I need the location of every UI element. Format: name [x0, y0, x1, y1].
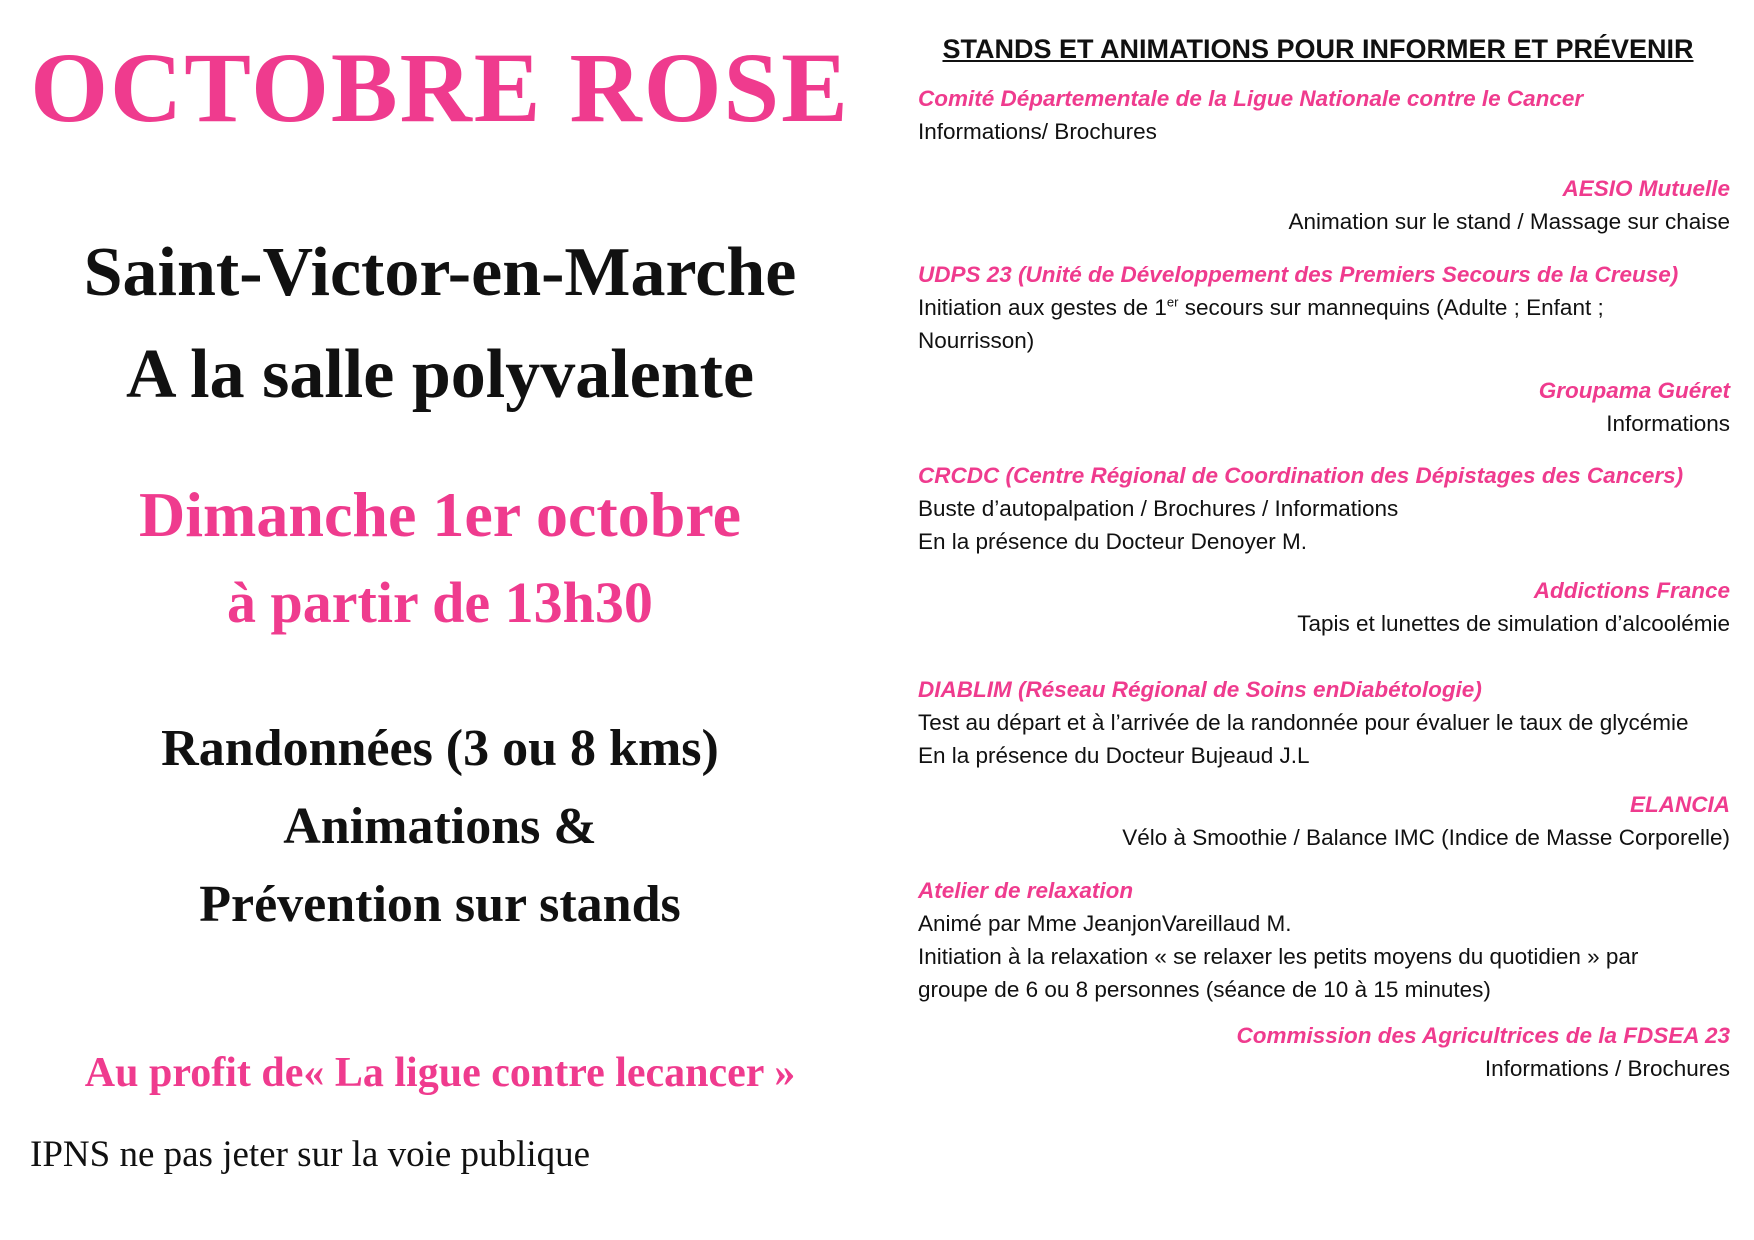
stand-detail: Animé par Mme JeanjonVareillaud M.	[918, 911, 1292, 936]
stand-name: AESIO Mutuelle	[1562, 176, 1730, 201]
event-town: Saint-Victor-en-Marche	[83, 234, 797, 311]
stand-detail: En la présence du Docteur Bujeaud J.L	[918, 743, 1310, 768]
stand-detail: Vélo à Smoothie / Balance IMC (Indice de Masse Corporelle)	[1122, 825, 1730, 850]
stand-detail: Initiation à la relaxation « se relaxer les petits moyens du quotidien » par	[918, 944, 1639, 969]
event-time: à partir de 13h30	[227, 570, 653, 635]
stand-entry-elancia	[918, 788, 1730, 854]
stand-entry-relaxation	[918, 874, 1730, 1006]
stand-entry-diablim	[918, 673, 1730, 772]
stand-detail: Informations / Brochures	[1484, 1056, 1730, 1081]
event-activities	[0, 710, 880, 944]
stand-name: Atelier de relaxation	[918, 878, 1134, 903]
stand-detail: Tapis et lunettes de simulation d’alcoolémie	[1297, 611, 1730, 636]
stand-detail: groupe de 6 ou 8 personnes (séance de 10 à 15 minutes)	[918, 977, 1491, 1002]
stand-name: DIABLIM (Réseau Régional de Soins enDiabétologie)	[918, 677, 1482, 702]
stand-entry-udps	[918, 258, 1730, 357]
stand-entry-groupama	[918, 374, 1730, 440]
stand-detail: Animation sur le stand / Massage sur chaise	[1288, 209, 1730, 234]
beneficiary-note: Au profit de« La ligue contre lecancer »	[84, 1050, 796, 1096]
stands-heading: STANDS ET ANIMATIONS POUR INFORMER ET PRÉVENIR	[942, 34, 1694, 64]
stand-detail: Buste d’autopalpation / Brochures / Informations	[918, 496, 1399, 521]
stand-name: Comité Départementale de la Ligue Nationale contre le Cancer	[918, 86, 1584, 111]
stand-detail: En la présence du Docteur Denoyer M.	[918, 529, 1307, 554]
stand-name: Groupama Guéret	[1538, 378, 1730, 403]
stand-entry-fdsea	[918, 1019, 1730, 1085]
activity-animations: Animations &	[283, 798, 597, 855]
stand-entry-ligue	[918, 82, 1730, 148]
stand-entry-crcdc	[918, 459, 1730, 558]
ipns-notice: IPNS ne pas jeter sur la voie publique	[30, 1134, 591, 1175]
stand-detail: Nourrisson)	[918, 328, 1035, 353]
stand-detail: Initiation aux gestes de 1er secours sur mannequins (Adulte ; Enfant ;	[918, 294, 1604, 320]
stand-entry-aesio	[918, 172, 1730, 238]
event-venue: A la salle polyvalente	[125, 336, 755, 413]
activity-prevention: Prévention sur stands	[199, 876, 681, 933]
event-location	[0, 222, 880, 426]
stand-name: Addictions France	[1533, 578, 1730, 603]
stand-name: UDPS 23 (Unité de Développement des Premiers Secours de la Creuse)	[918, 262, 1679, 287]
stand-detail: Test au départ et à l’arrivée de la randonnée pour évaluer le taux de glycémie	[918, 710, 1689, 735]
activity-hikes: Randonnées (3 ou 8 kms)	[161, 720, 719, 777]
stand-detail: Informations	[1606, 411, 1730, 436]
stand-name: ELANCIA	[1630, 792, 1730, 817]
stand-detail: Informations/ Brochures	[918, 119, 1157, 144]
stand-entry-addictions	[918, 574, 1730, 640]
poster-title: OCTOBRE ROSE	[30, 32, 850, 143]
stands-column	[918, 0, 1734, 1240]
event-date: Dimanche 1er octobre	[139, 479, 741, 550]
stand-name: Commission des Agricultrices de la FDSEA 23	[1236, 1023, 1730, 1048]
stand-name: CRCDC (Centre Régional de Coordination des Dépistages des Cancers)	[918, 463, 1684, 488]
